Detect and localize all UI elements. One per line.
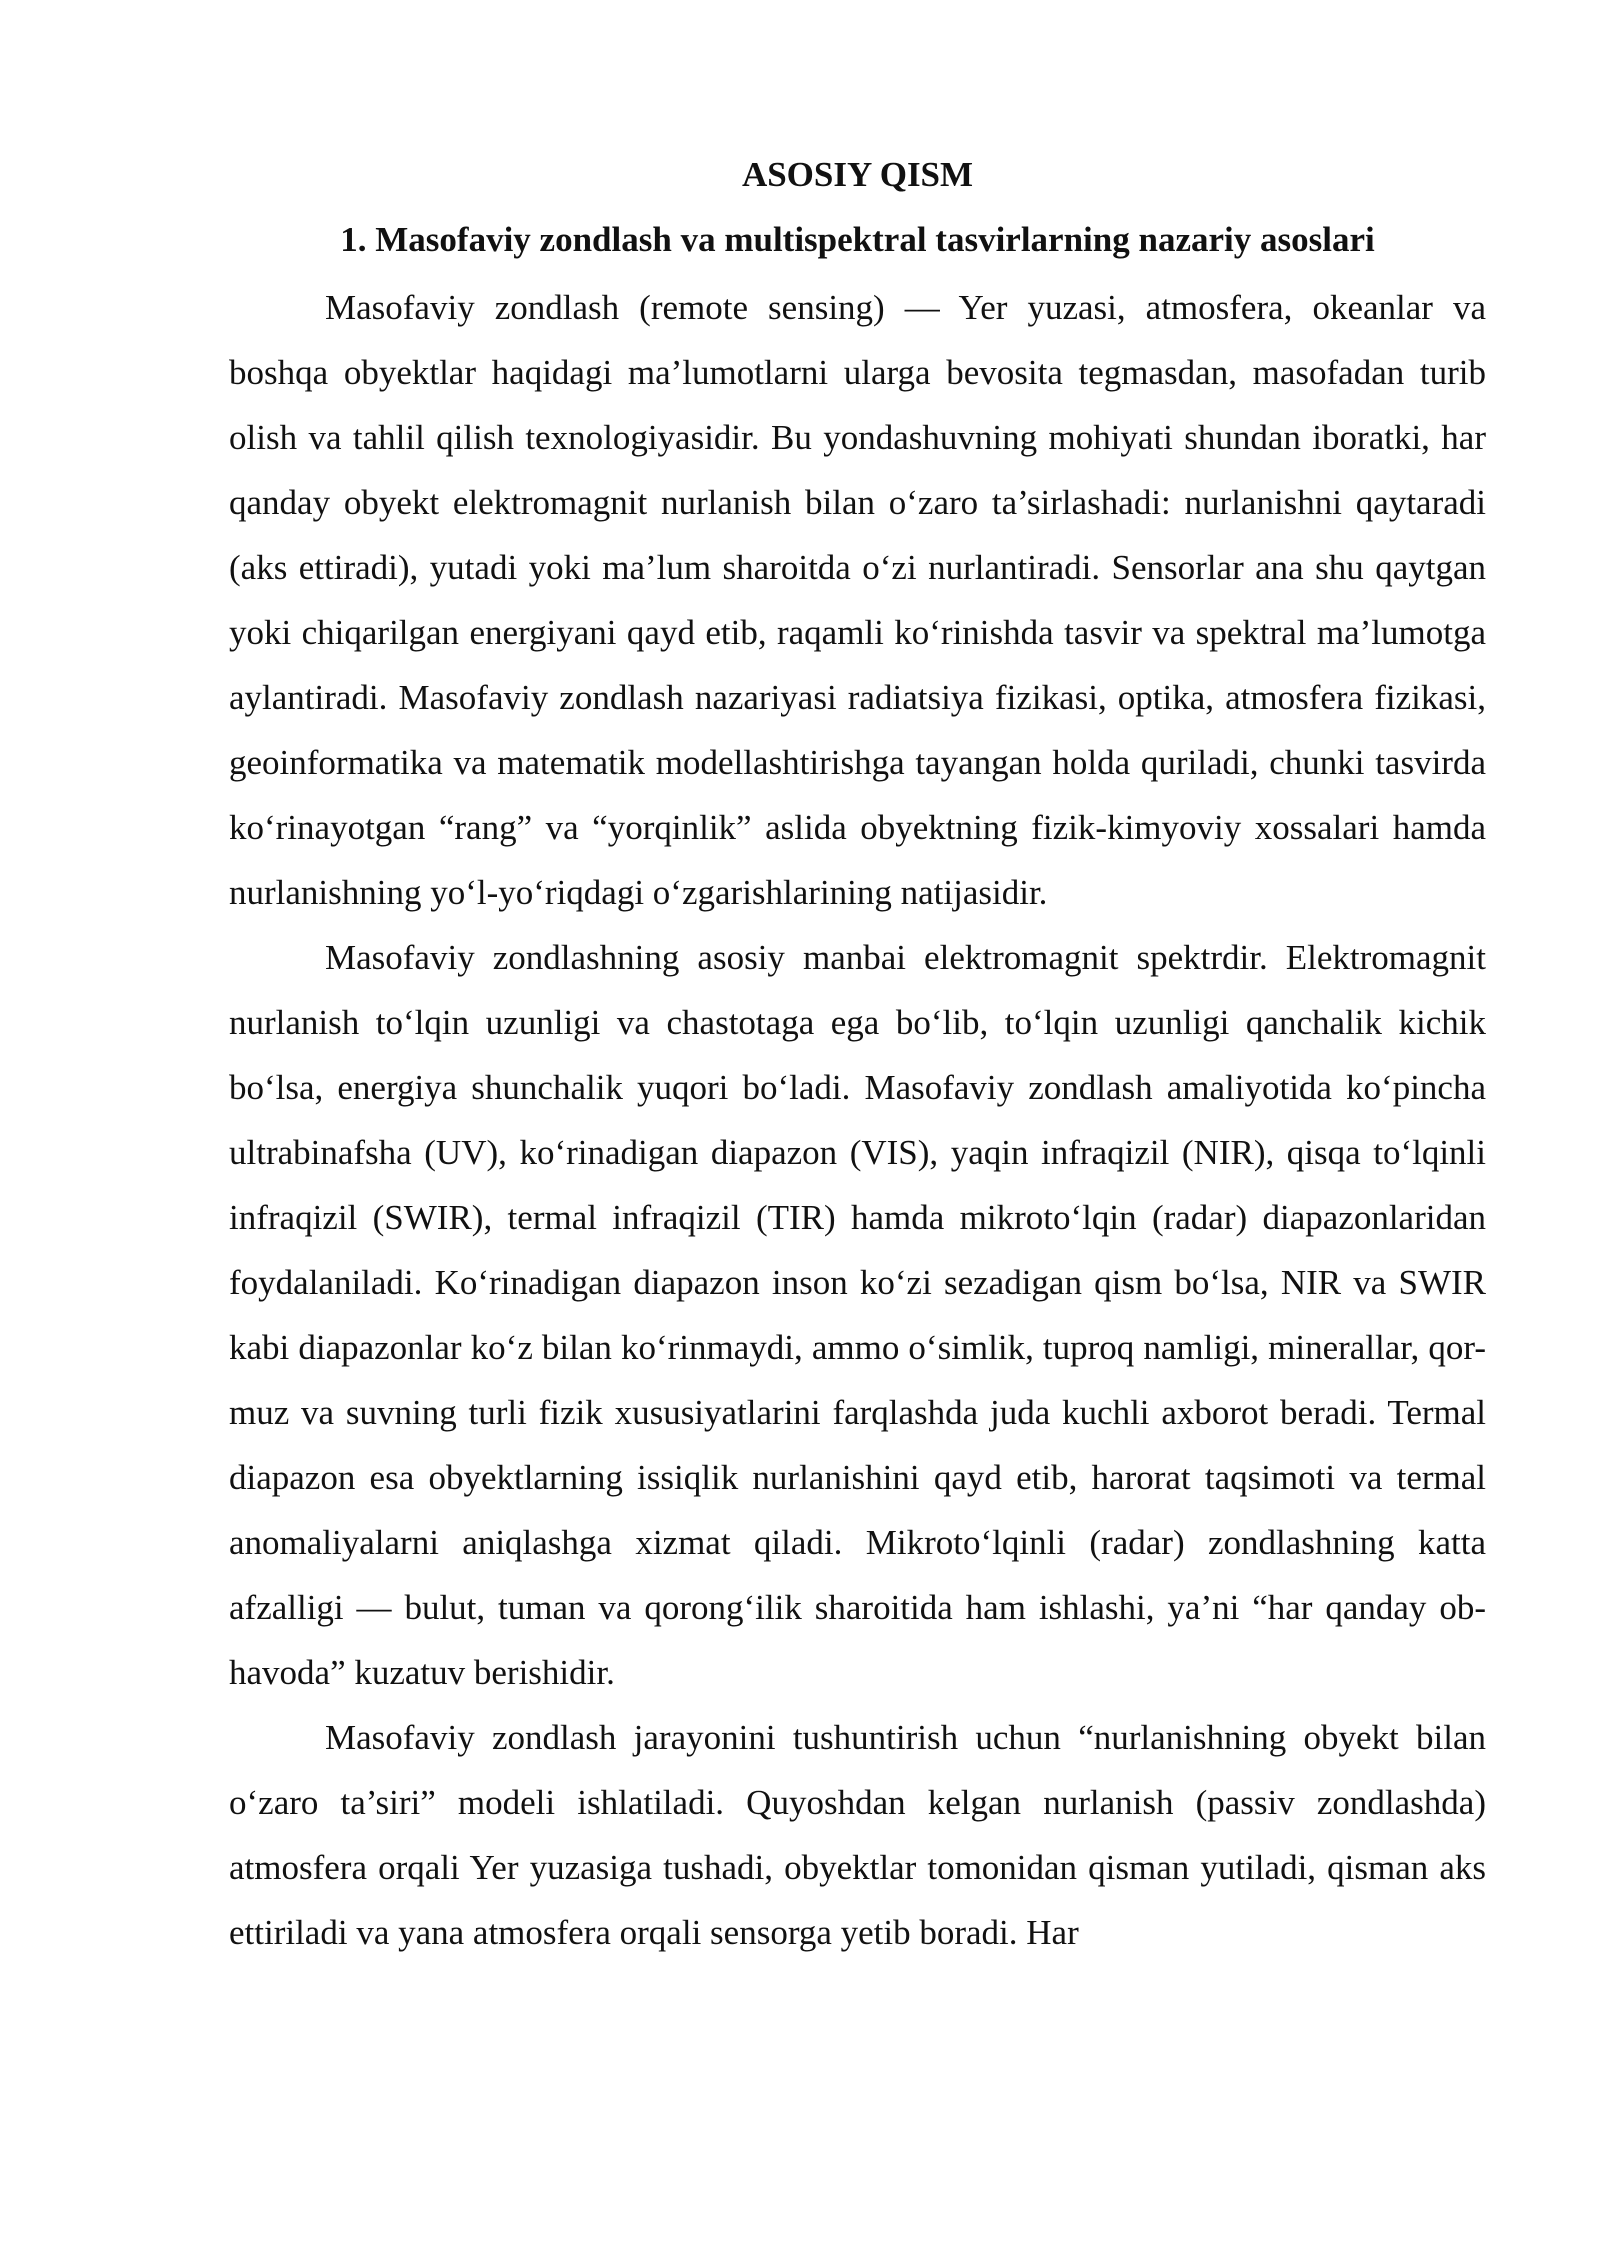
document-body bbox=[229, 150, 1486, 1965]
subsection-title: 1. Masofaviy zondlash va multispektral tasvirlarning nazariy asoslari bbox=[340, 220, 1375, 259]
paragraph-electromagnetic-spectrum: Masofaviy zondlashning asosiy manbai elektromagnit spektrdir. Elektromagnit nurlanish to‘lqin uzunligi va chastotaga ega bo‘lib, to‘lqin uzunligi qanchalik kichik bo‘lsa, energiya shunchalik yuqori bo‘ladi. Masofaviy zondlash amaliyotida ko‘pincha ultrabinafsha (UV), ko‘rinadigan diapazon (VIS), yaqin infraqizil (NIR), qisqa to‘lqinli infraqizil (SWIR), termal infraqizil (TIR) hamda mikroto‘lqin (radar) diapazonlaridan foydalaniladi. Ko‘rinadigan diapazon inson ko‘zi sezadigan qism bo‘lsa, NIR va SWIR kabi diapazonlar ko‘z bilan ko‘rinmaydi, ammo o‘simlik, tuproq namligi, minerallar, qor-muz va suvning turli fizik xususiyatlarini farqlashda juda kuchli axborot beradi. Termal diapazon esa obyektlarning issiqlik nurlanishini qayd etib, harorat taqsimoti va termal anomaliyalarni aniqlashga xizmat qiladi. Mikroto‘lqinli (radar) zondlashning katta afzalligi — bulut, tuman va qorong‘ilik sharoitida ham ishlashi, ya’ni “har qanday ob-havoda” kuzatuv berishidir. bbox=[229, 938, 1486, 1692]
paragraph-radiation-interaction-model: Masofaviy zondlash jarayonini tushuntirish uchun “nurlanishning obyekt bilan o‘zaro ta’siri” modeli ishlatiladi. Quyoshdan kelgan nurlanish (passiv zondlashda) atmosfera orqali Yer yuzasiga tushadi, obyektlar tomonidan qisman yutiladi, qisman aks ettiriladi va yana atmosfera orqali sensorga yetib boradi. Har bbox=[229, 1718, 1486, 1952]
section-title: ASOSIY QISM bbox=[741, 155, 974, 194]
paragraph-remote-sensing-definition: Masofaviy zondlash (remote sensing) — Yer yuzasi, atmosfera, okeanlar va boshqa obyektlar haqidagi ma’lumotlarni ularga bevosita tegmasdan, masofadan turib olish va tahlil qilish texnologiyasidir. Bu yondashuvning mohiyati shundan iboratki, har qanday obyekt elektromagnit nurlanish bilan o‘zaro ta’sirlashadi: nurlanishni qaytaradi (aks ettiradi), yutadi yoki ma’lum sharoitda o‘zi nurlantiradi. Sensorlar ana shu qaytgan yoki chiqarilgan energiyani qayd etib, raqamli ko‘rinishda tasvir va spektral ma’lumotga aylantiradi. Masofaviy zondlash nazariyasi radiatsiya fizikasi, optika, atmosfera fizikasi, geoinformatika va matematik modellashtirishga tayangan holda quriladi, chunki tasvirda ko‘rinayotgan “rang” va “yorqinlik” aslida obyektning fizik-kimyoviy xossalari hamda nurlanishning yo‘l-yo‘riqdagi o‘zgarishlarining natijasidir. bbox=[229, 288, 1486, 912]
